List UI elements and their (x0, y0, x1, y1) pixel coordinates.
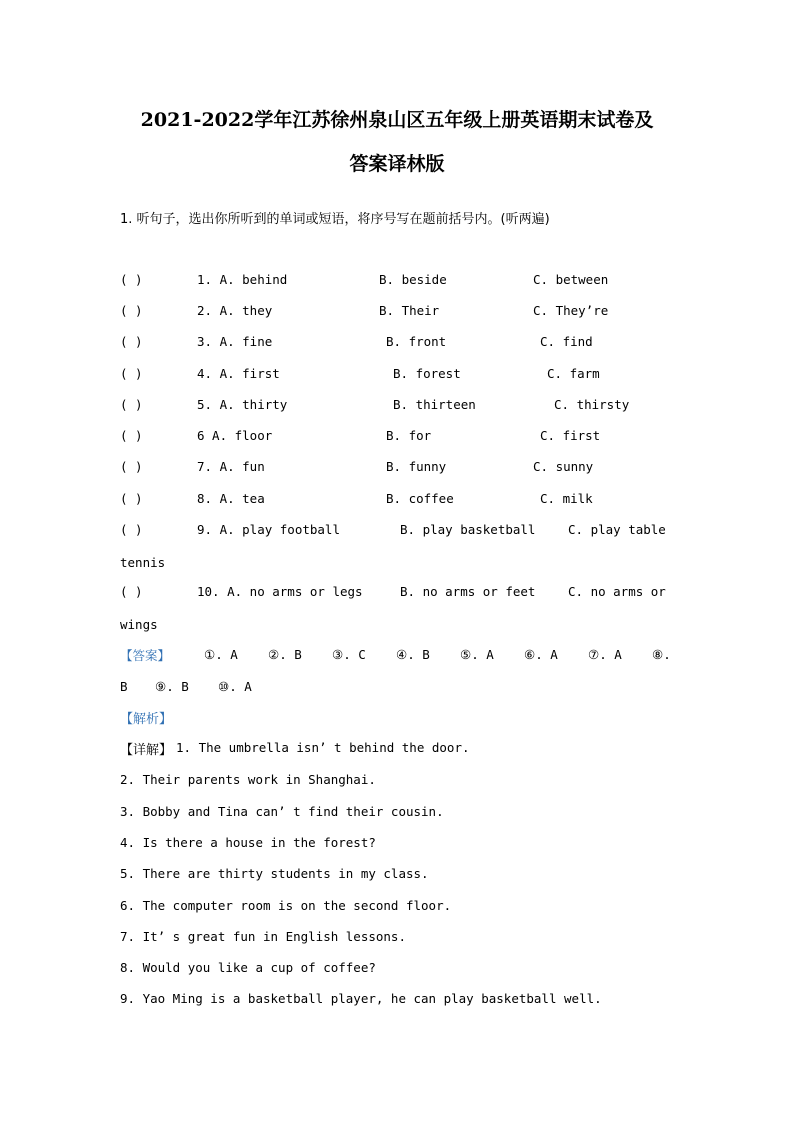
answer-item: ①. A (204, 647, 238, 662)
detail-sentence: 2. Their parents work in Shanghai. (120, 772, 376, 787)
option-c: C. They’re (533, 303, 609, 318)
detail-sentence: 3. Bobby and Tina can’ t find their cousin. (120, 804, 444, 819)
answer-bracket: ( ) (120, 428, 143, 443)
option-a: 9. A. play football (197, 522, 340, 537)
answer-bracket: ( ) (120, 584, 143, 599)
answer-item: ⑨. B (155, 679, 189, 694)
detail-tag: 【详解】 (120, 743, 173, 758)
option-c: C. first (540, 428, 601, 443)
detail-sentence: 7. It’ s great fun in English lessons. (120, 929, 406, 944)
answer-bracket: ( ) (120, 397, 143, 412)
answer-bracket: ( ) (120, 522, 143, 537)
option-a: 5. A. thirty (197, 397, 288, 412)
answer-bracket: ( ) (120, 303, 143, 318)
answer-item: ④. B (396, 647, 430, 662)
option-a: 1. A. behind (197, 272, 288, 287)
option-c: C. between (533, 272, 609, 287)
answer-item: ⑥. A (524, 647, 558, 662)
option-c: C. no arms or (568, 584, 666, 599)
answer-item: B (120, 679, 128, 694)
detail-sentence: 9. Yao Ming is a basketball player, he can play basketball well. (120, 991, 602, 1006)
option-a: 3. A. fine (197, 334, 273, 349)
option-b: B. forest (393, 366, 461, 381)
option-b: B. for (386, 428, 432, 443)
option-b: B. coffee (386, 491, 454, 506)
answer-item: ⑦. A (588, 647, 622, 662)
option-a: 8. A. tea (197, 491, 265, 506)
option-b: B. front (386, 334, 447, 349)
answer-item: ②. B (268, 647, 302, 662)
answer-bracket: ( ) (120, 366, 143, 381)
answer-item: ⑧. (652, 647, 671, 662)
detail-sentence: 6. The computer room is on the second floor. (120, 898, 452, 913)
option-c: C. find (540, 334, 593, 349)
option-b: B. funny (386, 459, 447, 474)
answer-item: ③. C (332, 647, 366, 662)
analysis-tag: 【解析】 (120, 712, 173, 727)
option-a: 7. A. fun (197, 459, 265, 474)
detail-sentence: 5. There are thirty students in my class. (120, 866, 429, 881)
option-b: B. Their (379, 303, 440, 318)
option-c: C. sunny (533, 459, 594, 474)
wrap-text-q9: tennis (120, 555, 166, 570)
detail-sentence: 8. Would you like a cup of coffee? (120, 960, 376, 975)
answer-bracket: ( ) (120, 459, 143, 474)
option-c: C. play table (568, 522, 666, 537)
option-c: C. thirsty (554, 397, 630, 412)
page-title-line1: 2021-2022学年江苏徐州泉山区五年级上册英语期末试卷及 (140, 109, 654, 131)
instruction-text: 1. 听句子，选出你所听到的单词或短语，将序号写在题前括号内。(听两遍) (120, 212, 550, 227)
option-b: B. thirteen (393, 397, 476, 412)
option-b: B. no arms or feet (400, 584, 536, 599)
answer-item: ⑩. A (218, 679, 252, 694)
detail-sentence: 1. The umbrella isn’ t behind the door. (176, 740, 470, 755)
answer-bracket: ( ) (120, 272, 143, 287)
answer-bracket: ( ) (120, 334, 143, 349)
answer-item: ⑤. A (460, 647, 494, 662)
option-a: 10. A. no arms or legs (197, 584, 363, 599)
option-c: C. farm (547, 366, 600, 381)
option-a: 6 A. floor (197, 428, 273, 443)
detail-sentence: 4. Is there a house in the forest? (120, 835, 376, 850)
wrap-text-q10: wings (120, 617, 158, 632)
option-c: C. milk (540, 491, 593, 506)
page-title-line2: 答案译林版 (349, 153, 445, 175)
answer-tag: 【答案】 (120, 648, 171, 663)
option-b: B. play basketball (400, 522, 536, 537)
option-a: 4. A. first (197, 366, 280, 381)
option-a: 2. A. they (197, 303, 273, 318)
option-b: B. beside (379, 272, 447, 287)
answer-bracket: ( ) (120, 491, 143, 506)
